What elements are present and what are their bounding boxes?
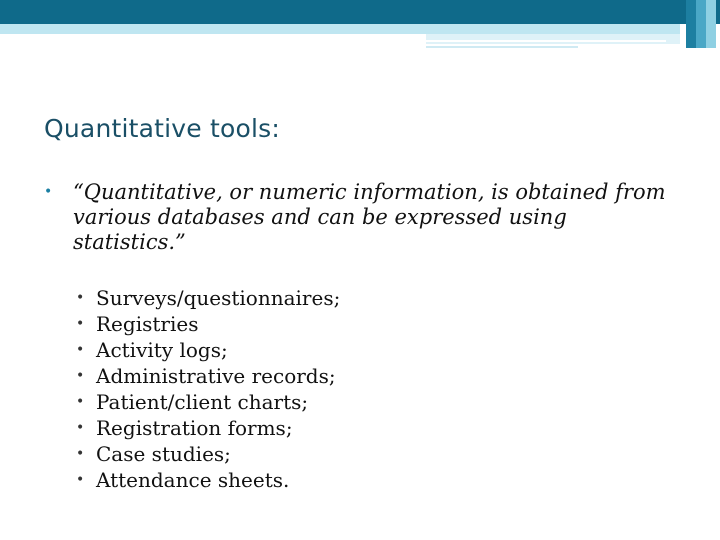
- bullet-icon: •: [76, 472, 85, 488]
- list-item-label: Attendance sheets.: [96, 468, 290, 492]
- tools-list: [76, 285, 340, 493]
- list-item-label: Case studies;: [96, 442, 231, 466]
- quote-bullet-item: [44, 180, 684, 255]
- list-item-label: Registration forms;: [96, 416, 293, 440]
- bullet-icon: •: [44, 184, 53, 200]
- header-accent-blocks: [680, 0, 720, 48]
- bullet-icon: •: [76, 446, 85, 462]
- list-item: [76, 441, 340, 467]
- slide-title: Quantitative tools:: [44, 114, 281, 143]
- header-stripe-line: [426, 40, 666, 42]
- list-item-label: Patient/client charts;: [96, 390, 309, 414]
- bullet-icon: •: [76, 316, 85, 332]
- list-item: [76, 311, 340, 337]
- list-item-label: Administrative records;: [96, 364, 336, 388]
- list-item: [76, 337, 340, 363]
- bullet-icon: •: [76, 394, 85, 410]
- list-item: [76, 363, 340, 389]
- list-item: [76, 285, 340, 311]
- header-accent-block: [696, 0, 706, 48]
- bullet-icon: •: [76, 342, 85, 358]
- list-item: [76, 415, 340, 441]
- list-item: [76, 467, 340, 493]
- list-item-label: Surveys/questionnaires;: [96, 286, 341, 310]
- header-stripe-line: [426, 46, 578, 48]
- header-stripe: [0, 24, 680, 34]
- header-stripe-accent: [426, 34, 680, 44]
- header-accent-block: [686, 0, 696, 48]
- quote-text: “Quantitative, or numeric information, is obtained from various databases and can be expressed using statistics.”: [73, 180, 666, 254]
- header-bar: [0, 0, 720, 24]
- list-item-label: Activity logs;: [96, 338, 228, 362]
- list-item-label: Registries: [96, 312, 199, 336]
- bullet-icon: •: [76, 368, 85, 384]
- list-item: [76, 389, 340, 415]
- bullet-icon: •: [76, 420, 85, 436]
- bullet-icon: •: [76, 290, 85, 306]
- header-accent-block: [706, 0, 716, 48]
